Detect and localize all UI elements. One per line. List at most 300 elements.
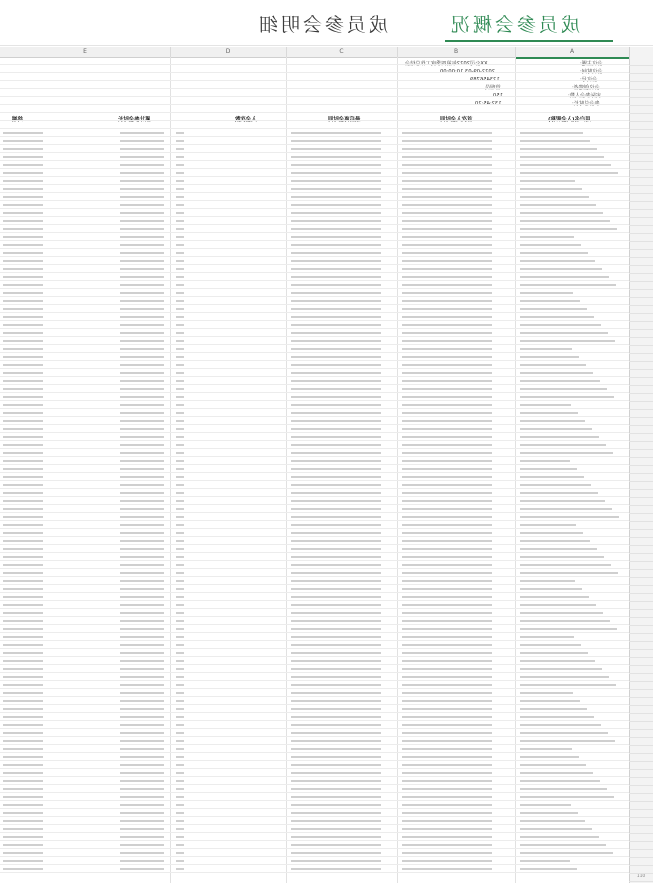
cell-placeholder-stroke [3, 268, 43, 270]
row-number-last: 110 [629, 873, 653, 882]
cell-placeholder-stroke [176, 612, 184, 614]
grid-hline [0, 136, 629, 137]
cell-placeholder-stroke [291, 596, 381, 598]
grid-hline [0, 864, 629, 865]
cell-placeholder-stroke [176, 212, 184, 214]
cell-placeholder-stroke [402, 452, 492, 454]
cell-placeholder-stroke [176, 660, 184, 662]
cell-placeholder-stroke [291, 148, 381, 150]
cell-placeholder-stroke [176, 252, 184, 254]
cell-placeholder-stroke [120, 172, 164, 174]
cell-placeholder-stroke [402, 764, 492, 766]
cell-placeholder-stroke [402, 692, 492, 694]
cell-placeholder-stroke [291, 252, 381, 254]
cell-placeholder-stroke [520, 220, 610, 222]
cell-placeholder-stroke [176, 188, 184, 190]
cell-placeholder-stroke [402, 748, 492, 750]
cell-placeholder-stroke [3, 252, 43, 254]
cell-placeholder-stroke [520, 148, 597, 150]
row-number[interactable] [629, 865, 653, 874]
cell-placeholder-stroke [120, 332, 164, 334]
grid-hline [0, 264, 629, 265]
cell-placeholder-stroke [402, 588, 492, 590]
cell-placeholder-stroke [520, 460, 570, 462]
cell-placeholder-stroke [402, 708, 492, 710]
cell-placeholder-stroke [291, 668, 381, 670]
grid-hline [0, 632, 629, 633]
grid-hline [0, 496, 629, 497]
cell-placeholder-stroke [176, 628, 184, 630]
cell-placeholder-stroke [120, 228, 164, 230]
cell-placeholder-stroke [520, 300, 580, 302]
cell-placeholder-stroke [402, 396, 492, 398]
grid-hline [0, 328, 629, 329]
grid-hline [0, 344, 629, 345]
cell-placeholder-stroke [3, 700, 43, 702]
cell-placeholder-stroke [3, 668, 43, 670]
cell-placeholder-stroke [520, 420, 585, 422]
cell-placeholder-stroke [520, 396, 614, 398]
cell-placeholder-stroke [120, 380, 164, 382]
cell-placeholder-stroke [120, 244, 164, 246]
cell-placeholder-stroke [3, 284, 43, 286]
grid-hline [0, 368, 629, 369]
column-header-e[interactable]: E [0, 47, 171, 58]
cell-placeholder-stroke [3, 772, 43, 774]
cell-placeholder-stroke [520, 452, 613, 454]
grid-hline [0, 808, 629, 809]
cell-placeholder-stroke [520, 700, 580, 702]
cell-placeholder-stroke [402, 524, 492, 526]
cell-placeholder-stroke [3, 564, 43, 566]
cell-placeholder-stroke [402, 796, 492, 798]
cell-placeholder-stroke [402, 172, 492, 174]
cell-placeholder-stroke [291, 452, 381, 454]
cell-placeholder-stroke [520, 564, 611, 566]
grid-hline [0, 576, 629, 577]
cell-placeholder-stroke [520, 180, 575, 182]
cell-placeholder-stroke [520, 620, 610, 622]
cell-placeholder-stroke [120, 572, 164, 574]
cell-placeholder-stroke [402, 260, 492, 262]
cell-placeholder-stroke [3, 164, 43, 166]
cell-placeholder-stroke [3, 572, 43, 574]
cell-placeholder-stroke [3, 396, 43, 398]
grid-hline [0, 184, 629, 185]
cell-placeholder-stroke [402, 772, 492, 774]
cell-placeholder-stroke [176, 324, 184, 326]
cell-placeholder-stroke [3, 220, 43, 222]
cell-placeholder-stroke [176, 460, 184, 462]
cell-placeholder-stroke [120, 684, 164, 686]
cell-placeholder-stroke [520, 484, 591, 486]
grid-hline [0, 232, 629, 233]
cell-placeholder-stroke [402, 636, 492, 638]
cell-placeholder-stroke [120, 420, 164, 422]
cell-placeholder-stroke [402, 820, 492, 822]
cell-placeholder-stroke [176, 820, 184, 822]
cell-placeholder-stroke [120, 412, 164, 414]
cell-placeholder-stroke [176, 476, 184, 478]
cell-placeholder-stroke [402, 340, 492, 342]
cell-placeholder-stroke [291, 700, 381, 702]
cell-placeholder-stroke [520, 756, 579, 758]
cell-placeholder-stroke [402, 380, 492, 382]
cell-placeholder-stroke [520, 140, 590, 142]
cell-placeholder-stroke [120, 348, 164, 350]
cell-placeholder-stroke [120, 204, 164, 206]
cell-placeholder-stroke [3, 588, 43, 590]
cell-placeholder-stroke [3, 132, 43, 134]
cell-placeholder-stroke [520, 188, 582, 190]
cell-placeholder-stroke [3, 244, 43, 246]
cell-placeholder-stroke [291, 412, 381, 414]
cell-placeholder-stroke [520, 644, 581, 646]
column-header-b[interactable]: B [397, 47, 516, 58]
cell-placeholder-stroke [520, 676, 609, 678]
cell-placeholder-stroke [3, 444, 43, 446]
cell-placeholder-stroke [120, 436, 164, 438]
cell-placeholder-stroke [402, 228, 492, 230]
cell-placeholder-stroke [520, 316, 594, 318]
cell-placeholder-stroke [176, 444, 184, 446]
cell-placeholder-stroke [176, 220, 184, 222]
cell-placeholder-stroke [120, 164, 164, 166]
cell-placeholder-stroke [520, 828, 592, 830]
cell-placeholder-stroke [120, 524, 164, 526]
cell-placeholder-stroke [291, 516, 381, 518]
cell-placeholder-stroke [520, 740, 615, 742]
cell-placeholder-stroke [120, 700, 164, 702]
cell-placeholder-stroke [176, 740, 184, 742]
cell-placeholder-stroke [176, 148, 184, 150]
cell-placeholder-stroke [291, 348, 381, 350]
cell-placeholder-stroke [176, 508, 184, 510]
cell-placeholder-stroke [176, 668, 184, 670]
cell-placeholder-stroke [3, 844, 43, 846]
grid-hline [0, 192, 629, 193]
cell-placeholder-stroke [520, 204, 596, 206]
cell-placeholder-stroke [291, 604, 381, 606]
column-header-d[interactable]: D [170, 47, 287, 58]
cell-placeholder-stroke [120, 588, 164, 590]
cell-placeholder-stroke [3, 260, 43, 262]
cell-placeholder-stroke [176, 556, 184, 558]
cell-placeholder-stroke [291, 364, 381, 366]
cell-placeholder-stroke [520, 276, 609, 278]
cell-placeholder-stroke [291, 388, 381, 390]
cell-placeholder-stroke [520, 588, 582, 590]
cell-placeholder-stroke [176, 580, 184, 582]
cell-placeholder-stroke [120, 180, 164, 182]
cell-placeholder-stroke [291, 652, 381, 654]
cell-placeholder-stroke [291, 684, 381, 686]
cell-placeholder-stroke [120, 300, 164, 302]
grid-hline [0, 776, 629, 777]
cell-placeholder-stroke [3, 316, 43, 318]
cell-placeholder-stroke [402, 364, 492, 366]
cell-placeholder-stroke [176, 788, 184, 790]
cell-placeholder-stroke [120, 460, 164, 462]
cell-placeholder-stroke [520, 356, 579, 358]
cell-placeholder-stroke [176, 276, 184, 278]
cell-placeholder-stroke [291, 780, 381, 782]
cell-placeholder-stroke [3, 820, 43, 822]
cell-placeholder-stroke [3, 276, 43, 278]
cell-placeholder-stroke [120, 364, 164, 366]
cell-placeholder-stroke [176, 156, 184, 158]
cell-placeholder-stroke [291, 588, 381, 590]
cell-placeholder-stroke [520, 724, 601, 726]
cell-placeholder-stroke [120, 428, 164, 430]
cell-placeholder-stroke [176, 388, 184, 390]
cell-placeholder-stroke [520, 268, 602, 270]
grid-hline [0, 320, 629, 321]
grid-hline [0, 704, 629, 705]
cell-placeholder-stroke [3, 508, 43, 510]
cell-placeholder-stroke [520, 860, 570, 862]
tab-member-overview[interactable]: 成员参会概况 [448, 14, 581, 36]
grid-hline [0, 728, 629, 729]
cell-placeholder-stroke [120, 860, 164, 862]
cell-placeholder-stroke [402, 780, 492, 782]
cell-placeholder-stroke [120, 852, 164, 854]
cell-placeholder-stroke [402, 132, 492, 134]
cell-placeholder-stroke [291, 292, 381, 294]
cell-placeholder-stroke [402, 460, 492, 462]
cell-placeholder-stroke [3, 828, 43, 830]
cell-placeholder-stroke [176, 292, 184, 294]
cell-placeholder-stroke [176, 164, 184, 166]
cell-placeholder-stroke [291, 140, 381, 142]
cell-placeholder-stroke [120, 556, 164, 558]
cell-placeholder-stroke [3, 852, 43, 854]
cell-placeholder-stroke [520, 708, 587, 710]
cell-placeholder-stroke [176, 604, 184, 606]
cell-placeholder-stroke [291, 228, 381, 230]
cell-placeholder-stroke [120, 492, 164, 494]
grid-hline [0, 280, 629, 281]
cell-placeholder-stroke [291, 740, 381, 742]
cell-placeholder-stroke [3, 756, 43, 758]
cell-placeholder-stroke [3, 428, 43, 430]
cell-placeholder-stroke [3, 716, 43, 718]
cell-placeholder-stroke [402, 812, 492, 814]
cell-placeholder-stroke [176, 204, 184, 206]
cell-placeholder-stroke [291, 820, 381, 822]
cell-placeholder-stroke [291, 196, 381, 198]
cell-placeholder-stroke [520, 308, 587, 310]
cell-placeholder-stroke [520, 292, 573, 294]
cell-placeholder-stroke [291, 804, 381, 806]
cell-placeholder-stroke [520, 572, 618, 574]
cell-placeholder-stroke [402, 412, 492, 414]
cell-placeholder-stroke [120, 292, 164, 294]
cell-placeholder-stroke [520, 164, 611, 166]
cell-placeholder-stroke [520, 516, 619, 518]
cell-placeholder-stroke [402, 612, 492, 614]
cell-placeholder-stroke [402, 444, 492, 446]
cell-placeholder-stroke [176, 868, 184, 870]
cell-placeholder-stroke [291, 396, 381, 398]
cell-placeholder-stroke [120, 612, 164, 614]
cell-placeholder-stroke [291, 636, 381, 638]
cell-placeholder-stroke [120, 644, 164, 646]
cell-placeholder-stroke [120, 236, 164, 238]
cell-placeholder-stroke [120, 660, 164, 662]
cell-placeholder-stroke [402, 236, 492, 238]
cell-placeholder-stroke [402, 180, 492, 182]
cell-placeholder-stroke [120, 220, 164, 222]
cell-placeholder-stroke [120, 404, 164, 406]
cell-placeholder-stroke [176, 804, 184, 806]
cell-placeholder-stroke [120, 836, 164, 838]
cell-placeholder-stroke [176, 268, 184, 270]
cell-placeholder-stroke [176, 724, 184, 726]
grid-hline [0, 152, 629, 153]
cell-placeholder-stroke [520, 580, 575, 582]
cell-placeholder-stroke [520, 820, 585, 822]
cell-placeholder-stroke [120, 540, 164, 542]
cell-placeholder-stroke [402, 204, 492, 206]
cell-placeholder-stroke [291, 260, 381, 262]
cell-placeholder-stroke [402, 732, 492, 734]
grid-hline [0, 584, 629, 585]
cell-placeholder-stroke [520, 868, 577, 870]
spreadsheet[interactable] [0, 47, 653, 883]
cell-placeholder-stroke [402, 468, 492, 470]
cell-placeholder-stroke [3, 188, 43, 190]
cell-placeholder-stroke [176, 828, 184, 830]
cell-placeholder-stroke [120, 276, 164, 278]
grid-hline [0, 112, 629, 113]
grid-hline [0, 480, 629, 481]
cell-placeholder-stroke [520, 668, 602, 670]
cell-placeholder-stroke [291, 324, 381, 326]
cell-placeholder-stroke [120, 868, 164, 870]
cell-placeholder-stroke [176, 652, 184, 654]
cell-placeholder-stroke [291, 724, 381, 726]
cell-placeholder-stroke [520, 852, 613, 854]
grid-hline [0, 640, 629, 641]
cell-placeholder-stroke [3, 388, 43, 390]
cell-placeholder-stroke [520, 772, 593, 774]
grid-hline [0, 424, 629, 425]
column-header-c[interactable]: C [286, 47, 398, 58]
cell-placeholder-stroke [520, 492, 598, 494]
cell-placeholder-stroke [120, 308, 164, 310]
cell-placeholder-stroke [402, 836, 492, 838]
cell-placeholder-stroke [520, 324, 601, 326]
cell-placeholder-stroke [291, 284, 381, 286]
cell-placeholder-stroke [402, 580, 492, 582]
sheet-tabs [0, 0, 653, 46]
cell-placeholder-stroke [402, 156, 492, 158]
cell-placeholder-stroke [3, 580, 43, 582]
cell-placeholder-stroke [402, 596, 492, 598]
cell-placeholder-stroke [291, 860, 381, 862]
cell-placeholder-stroke [176, 452, 184, 454]
grid-hline [0, 616, 629, 617]
cell-placeholder-stroke [520, 500, 605, 502]
cell-placeholder-stroke [176, 636, 184, 638]
cell-placeholder-stroke [402, 756, 492, 758]
cell-placeholder-stroke [291, 156, 381, 158]
cell-placeholder-stroke [176, 548, 184, 550]
cell-placeholder-stroke [402, 548, 492, 550]
cell-placeholder-stroke [402, 316, 492, 318]
cell-placeholder-stroke [120, 532, 164, 534]
cell-placeholder-stroke [520, 132, 583, 134]
cell-placeholder-stroke [520, 596, 589, 598]
cell-placeholder-stroke [291, 732, 381, 734]
cell-placeholder-stroke [120, 148, 164, 150]
cell-placeholder-stroke [402, 244, 492, 246]
cell-placeholder-stroke [176, 860, 184, 862]
cell-placeholder-stroke [520, 156, 604, 158]
cell-placeholder-stroke [176, 700, 184, 702]
grid-hline [0, 800, 629, 801]
cell-placeholder-stroke [291, 852, 381, 854]
cell-placeholder-stroke [3, 332, 43, 334]
cell-placeholder-stroke [120, 140, 164, 142]
cell-placeholder-stroke [520, 332, 608, 334]
cell-placeholder-stroke [176, 428, 184, 430]
column-header-a[interactable]: A [515, 47, 630, 58]
cell-placeholder-stroke [3, 196, 43, 198]
grid-hline [0, 88, 629, 89]
cell-placeholder-stroke [120, 260, 164, 262]
cell-placeholder-stroke [176, 180, 184, 182]
cell-placeholder-stroke [402, 628, 492, 630]
cell-placeholder-stroke [120, 396, 164, 398]
cell-placeholder-stroke [402, 676, 492, 678]
cell-placeholder-stroke [120, 756, 164, 758]
cell-placeholder-stroke [291, 572, 381, 574]
cell-placeholder-stroke [3, 148, 43, 150]
cell-placeholder-stroke [3, 492, 43, 494]
cell-placeholder-stroke [3, 228, 43, 230]
cell-placeholder-stroke [120, 476, 164, 478]
cell-placeholder-stroke [176, 756, 184, 758]
cell-placeholder-stroke [3, 676, 43, 678]
cell-placeholder-stroke [291, 268, 381, 270]
grid-hline [0, 560, 629, 561]
cell-placeholder-stroke [402, 276, 492, 278]
cell-placeholder-stroke [176, 228, 184, 230]
cell-placeholder-stroke [3, 380, 43, 382]
cell-placeholder-stroke [520, 236, 574, 238]
cell-placeholder-stroke [402, 740, 492, 742]
cell-placeholder-stroke [120, 484, 164, 486]
tab-member-detail[interactable]: 成员参会明细 [256, 14, 389, 36]
cell-placeholder-stroke [176, 780, 184, 782]
cell-placeholder-stroke [3, 724, 43, 726]
cell-placeholder-stroke [520, 244, 581, 246]
cell-placeholder-stroke [176, 748, 184, 750]
cell-placeholder-stroke [120, 500, 164, 502]
cell-placeholder-stroke [3, 636, 43, 638]
cell-placeholder-stroke [176, 764, 184, 766]
cell-placeholder-stroke [176, 412, 184, 414]
cell-placeholder-stroke [402, 324, 492, 326]
cell-placeholder-stroke [402, 292, 492, 294]
cell-placeholder-stroke [291, 300, 381, 302]
cell-placeholder-stroke [3, 292, 43, 294]
grid-hline [0, 872, 629, 873]
cell-placeholder-stroke [520, 540, 590, 542]
cell-placeholder-stroke [3, 644, 43, 646]
